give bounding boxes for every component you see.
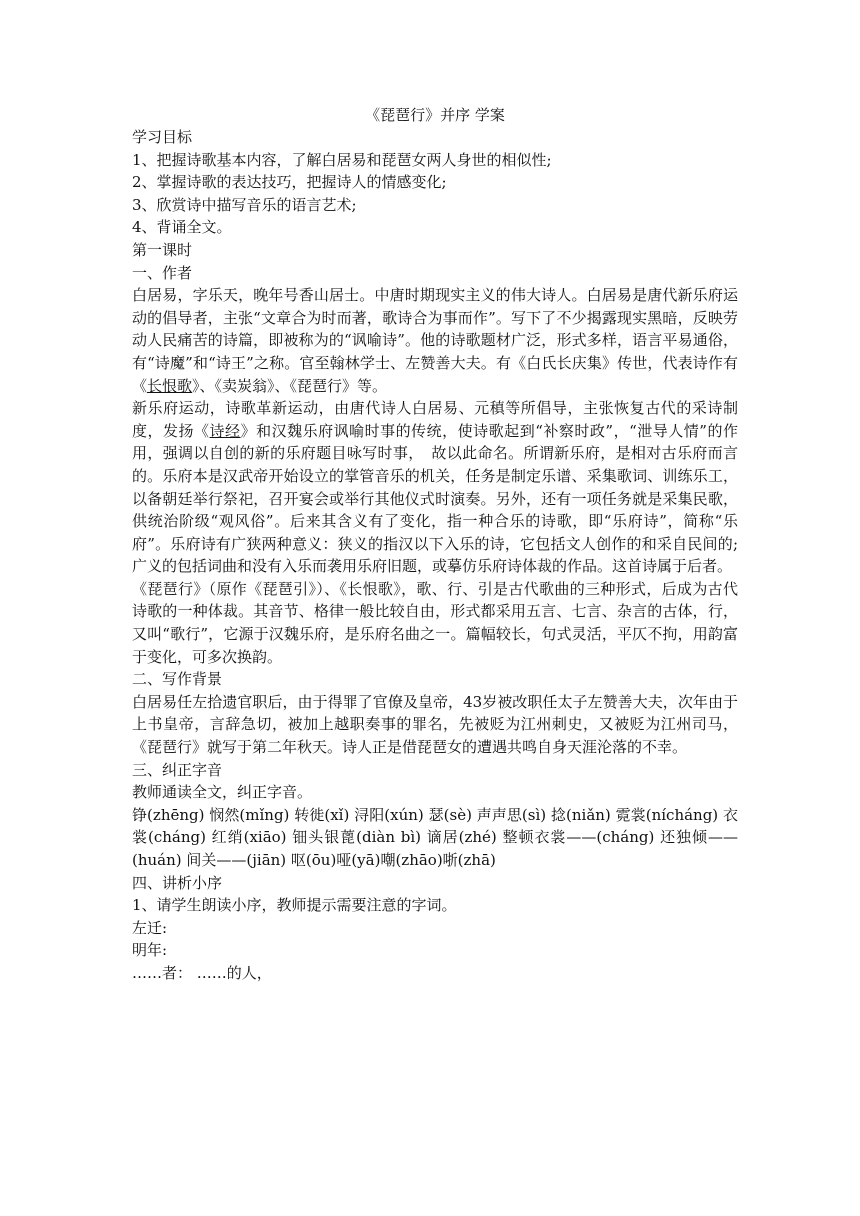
goal-item: 3、欣赏诗中描写音乐的语言艺术;: [132, 195, 357, 214]
section-heading-background: 二、写作背景: [132, 670, 223, 689]
document-page: [132, 104, 738, 985]
lesson-label: 第一课时: [132, 240, 193, 259]
vocab-item: ……者： ……的人，: [132, 963, 272, 982]
vocab-item: 左迁:: [132, 918, 168, 937]
section-heading-pronunciation: 三、纠正字音: [132, 760, 223, 779]
document-title: 《琵琶行》并序 学案: [365, 106, 505, 124]
vocab-item: 明年:: [132, 941, 168, 960]
link-shijing[interactable]: 诗经: [209, 421, 241, 440]
goal-item: 2、掌握诗歌的表达技巧，把握诗人的情感变化;: [132, 173, 447, 192]
background-paragraph: 白居易任左拾遗官职后，由于得罪了官僚及皇帝，43岁被改职任太子左赞善大夫，次年由于上书皇帝，言辞急切，被加上越职奏事的罪名，先被贬为江州刺史，又被贬为江州司马，《琵琶行》就写于第二年秋天。诗人正是借琵琶女的遭遇共鸣自身天涯沦落的不幸。: [132, 692, 738, 757]
goal-item: 1、把握诗歌基本内容，了解白居易和琵琶女两人身世的相似性;: [132, 150, 552, 169]
pinyin-list: 铮(zhēng) 悯然(mǐng) 转徙(xǐ) 浔阳(xún) 瑟(sè) 声声思(sì) 捻(niǎn) 霓裳(nícháng) 衣裳(cháng) 红绡(xiāo) 钿头银蓖(diàn bì) 谪居(zhé) 整顿衣裳——(cháng) 还独倾——(huán) 间关——(jiān) 呕(ōu)哑(yā)嘲(zhāo)哳(zhā): [132, 805, 738, 869]
new-yuefu-paragraph: 新乐府运动，诗歌革新运动，由唐代诗人白居易、元稹等所倡导，主张恢复古代的采诗制度，发扬《诗经》和汉魏乐府讽喻时事的传统，使诗歌起到“补察时政”，“泄导人情”的作用，强调以自创的新的乐府题目咏写时事， 故以此命名。所谓新乐府，是相对古乐府而言的。乐府本是汉武帝开始设立的掌管音乐的机关，任务是制定乐谱、采集歌词、训练乐工，以备朝廷举行祭祀，召开宴会或举行其他仪式时演奏。另外，还有一项任务就是采集民歌，供统治阶级“观风俗”。后来其含义有了变化，指一种合乐的诗歌，即“乐府诗”，简称“乐府”。乐府诗有广狭两种意义：狭义的指汉以下入乐的诗，它包括文人创作的和采自民间的;广义的包括词曲和没有入乐而袭用乐府旧题，或摹仿乐府诗体裁的作品。这首诗属于后者。: [132, 399, 738, 576]
section-heading-author: 一、作者: [132, 263, 193, 282]
link-chang-hen-ge[interactable]: 长恨歌: [147, 376, 193, 395]
section-heading-preface: 四、讲析小序: [132, 873, 223, 892]
genre-paragraph: 《琵琶行》（原作《琵琶引》）、《长恨歌》，歌、行、引是古代歌曲的三种形式，后成为古代诗歌的一种体裁。其音节、格律一般比较自由，形式都采用五言、七言、杂言的古体，行，又叫“歌行”，它源于汉魏乐府，是乐府名曲之一。篇幅较长，句式灵活，平仄不拘，用韵富于变化，可多次换韵。: [132, 579, 738, 666]
goal-item: 4、背诵全文。: [132, 218, 232, 237]
author-paragraph: 白居易，字乐天，晚年号香山居士。中唐时期现实主义的伟大诗人。白居易是唐代新乐府运动的倡导者，主张“文章合为时而著，歌诗合为事而作”。写下了不少揭露现实黑暗，反映劳动人民痛苦的诗篇，即被称为的“讽喻诗”。他的诗歌题材广泛，形式多样，语言平易通俗，有“诗魔”和“诗王”之称。官至翰林学士、左赞善大夫。有《白氏长庆集》传世，代表诗作有《长恨歌》、《卖炭翁》、《琵琶行》等。: [132, 286, 738, 395]
pronunciation-intro: 教师通读全文，纠正字音。: [132, 783, 313, 802]
goals-heading: 学习目标: [132, 128, 193, 146]
preface-instruction: 1、请学生朗读小序，教师提示需要注意的字词。: [132, 896, 457, 915]
